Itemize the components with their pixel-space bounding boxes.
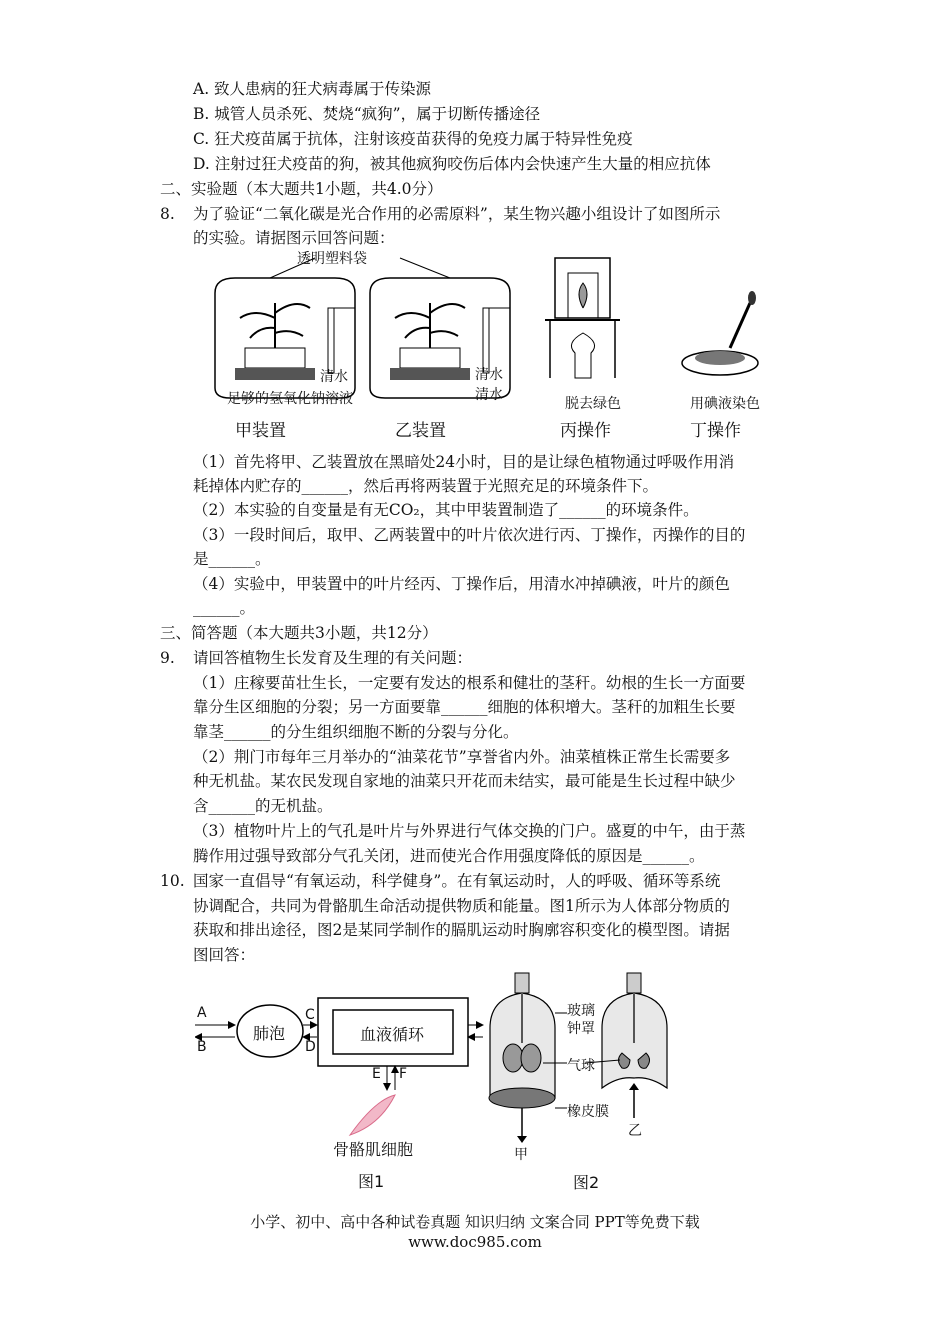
question-8-text: 为了验证“二氧化碳是光合作用的必需原料”，某生物兴趣小组设计了如图所示 [193,205,721,223]
footer-line-1: 小学、初中、高中各种试卷真题 知识归纳 文案合同 PPT等免费下载 [250,1213,700,1231]
label-bell-jar-2: 钟罩 [567,1021,595,1037]
option-d: D. 注射过狂犬疫苗的狗，被其他疯狗咬伤后体内会快速产生大量的相应抗体 [193,155,711,173]
q9-s2-a: （2）荆门市每年三月举办的“油菜花节”享誉省内外。油菜植株正常生长需要多 [193,748,731,766]
caption-ding: 丁操作 [690,421,741,441]
label-A: A [197,1005,207,1021]
q9-s2-b: 种无机盐。某农民发现自家地的油菜只开花而未结实，最可能是生长过程中缺少 [193,772,736,790]
q8-sub1-a: （1）首先将甲、乙装置放在黑暗处24小时，目的是让绿色植物通过呼吸作用消 [193,453,735,471]
question-9-number: 9. [160,649,175,667]
question-9-text: 请回答植物生长发育及生理的有关问题： [193,649,473,667]
caption-bing: 丙操作 [560,421,611,441]
option-a: A. 致人患病的狂犬病毒属于传染源 [193,80,432,98]
question-8-text-2: 的实验。请据图示回答问题： [193,229,395,247]
question-10-text-4: 图回答： [193,946,256,964]
label-rubber-membrane: 橡皮膜 [567,1104,609,1120]
label-jia: 甲 [514,1147,528,1163]
experiment-drawing [205,248,785,443]
q8-sub2: （2）本实验的自变量是有无CO₂，其中甲装置制造了______的环境条件。 [193,501,699,519]
figure-1-drawing [195,995,485,1195]
q8-sub3-b: 是______。 [193,550,271,568]
label-D: D [305,1039,316,1055]
question-10-text-2: 协调配合，共同为骨骼肌生命活动提供物质和能量。图1所示为人体部分物质的 [193,897,730,915]
section-heading-short-answer: 三、简答题（本大题共3小题，共12分） [160,624,438,642]
q9-s1-b: 靠分生区细胞的分裂；另一方面要靠______细胞的体积增大。茎秆的加粗生长要 [193,698,736,716]
option-c: C. 狂犬疫苗属于抗体，注射该疫苗获得的免疫力属于特异性免疫 [193,130,633,148]
caption-jia: 甲装置 [235,421,286,441]
q9-s3-b: 腾作用过强导致部分气孔关闭，进而使光合作用强度降低的原因是______。 [193,847,705,865]
label-naoh: 足够的氢氧化钠溶液 [227,391,353,407]
figure-1 [195,995,485,1195]
label-water-1: 清水 [320,369,348,385]
label-C: C [305,1007,315,1023]
q9-s2-c: 含______的无机盐。 [193,797,333,815]
question-10-text-1: 国家一直倡导“有氧运动，科学健身”。在有氧运动时，人的呼吸、循环等系统 [193,872,721,890]
section-heading-experiment: 二、实验题（本大题共1小题，共4.0分） [160,180,443,198]
question-8-number: 8. [160,205,175,223]
q9-s3-a: （3）植物叶片上的气孔是叶片与外界进行气体交换的门户。盛夏的中午，由于蒸 [193,822,746,840]
label-decolor: 脱去绿色 [565,396,621,412]
label-F: F [399,1066,408,1082]
caption-figure-1: 图1 [358,1172,385,1191]
label-B: B [197,1039,207,1055]
footer-url[interactable]: www.doc985.com [408,1233,542,1251]
q9-s1-a: （1）庄稼要苗壮生长，一定要有发达的根系和健壮的茎秆。幼根的生长一方面要 [193,674,746,692]
label-transparent-bag: 透明塑料袋 [297,251,367,267]
label-water-3: 清水 [475,387,503,403]
q8-sub3-a: （3）一段时间后，取甲、乙两装置中的叶片依次进行丙、丁操作，丙操作的目的 [193,526,746,544]
label-blood-circulation: 血液循环 [360,1025,425,1044]
caption-figure-2: 图2 [573,1173,600,1192]
label-bell-jar-1: 玻璃 [567,1003,595,1019]
option-b: B. 城管人员杀死、焚烧“疯狗”，属于切断传播途径 [193,105,541,123]
q8-sub1-b: 耗掉体内贮存的______，然后再将两装置于光照充足的环境条件下。 [193,477,659,495]
label-alveoli: 肺泡 [253,1024,286,1043]
label-iodine: 用碘液染色 [690,396,760,412]
q9-s1-c: 靠茎______的分生组织细胞不断的分裂与分化。 [193,723,519,741]
label-skeletal-muscle-cell: 骨骼肌细胞 [333,1140,414,1159]
figure-2 [485,968,705,1196]
q8-sub4-b: ______。 [193,599,256,617]
experiment-figure [205,248,785,443]
label-yi: 乙 [628,1123,642,1139]
label-balloon: 气球 [567,1058,595,1074]
caption-yi: 乙装置 [395,421,446,441]
label-E: E [372,1066,381,1082]
q8-sub4-a: （4）实验中，甲装置中的叶片经丙、丁操作后，用清水冲掉碘液，叶片的颜色 [193,575,730,593]
question-10-text-3: 获取和排出途径，图2是某同学制作的膈肌运动时胸廓容积变化的模型图。请据 [193,921,730,939]
label-water-2: 清水 [475,367,503,383]
question-10-number: 10. [160,872,185,890]
